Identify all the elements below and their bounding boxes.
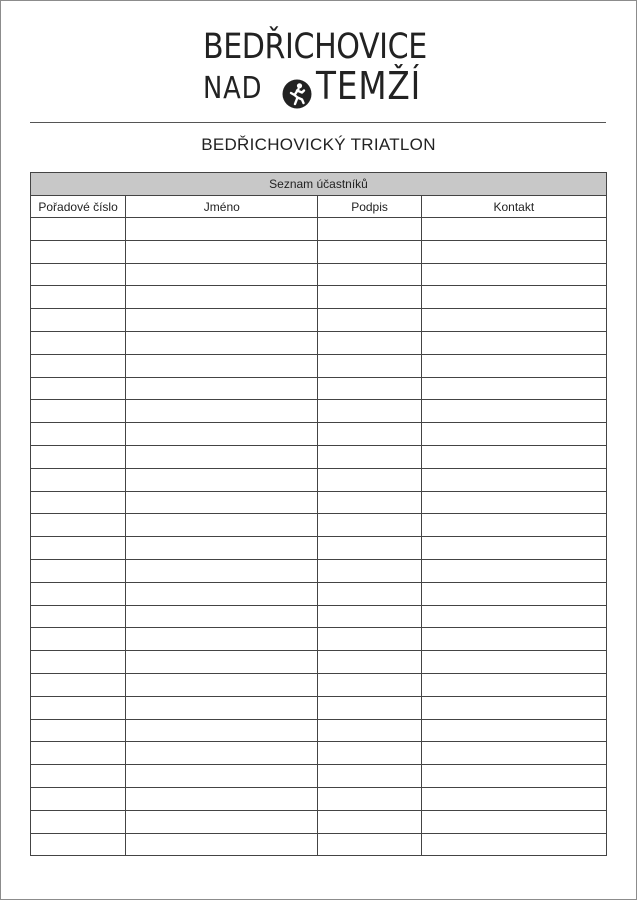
cell-signature [318, 559, 421, 582]
cell-contact [421, 263, 606, 286]
cell-order-number [31, 651, 126, 674]
table-row [31, 742, 607, 765]
cell-order-number [31, 833, 126, 856]
cell-name [126, 787, 318, 810]
cell-signature [318, 445, 421, 468]
cell-contact [421, 377, 606, 400]
cell-signature [318, 833, 421, 856]
cell-name [126, 628, 318, 651]
cell-contact [421, 400, 606, 423]
cell-name [126, 559, 318, 582]
cell-order-number [31, 331, 126, 354]
header-divider [30, 122, 606, 123]
table-row [31, 559, 607, 582]
cell-name [126, 810, 318, 833]
table-row [31, 810, 607, 833]
table-row [31, 286, 607, 309]
cell-contact [421, 673, 606, 696]
cell-contact [421, 719, 606, 742]
cell-name [126, 719, 318, 742]
table-row [31, 719, 607, 742]
cell-signature [318, 218, 421, 241]
cell-signature [318, 787, 421, 810]
cell-order-number [31, 537, 126, 560]
cell-order-number [31, 309, 126, 332]
cell-name [126, 423, 318, 446]
cell-contact [421, 787, 606, 810]
table-row [31, 423, 607, 446]
cell-name [126, 742, 318, 765]
cell-signature [318, 765, 421, 788]
cell-signature [318, 742, 421, 765]
table-row [31, 263, 607, 286]
table-row [31, 787, 607, 810]
cell-name [126, 833, 318, 856]
cell-signature [318, 377, 421, 400]
cell-order-number [31, 673, 126, 696]
table-row [31, 491, 607, 514]
cell-contact [421, 423, 606, 446]
table-row [31, 309, 607, 332]
cell-order-number [31, 445, 126, 468]
cell-order-number [31, 765, 126, 788]
cell-name [126, 331, 318, 354]
cell-order-number [31, 468, 126, 491]
cell-contact [421, 742, 606, 765]
cell-contact [421, 354, 606, 377]
cell-name [126, 309, 318, 332]
logo-text-bedrichovice: BEDŘICHOVICE [203, 27, 427, 67]
table-row [31, 445, 607, 468]
participant-table [30, 172, 607, 856]
table-row [31, 400, 607, 423]
table-row [31, 354, 607, 377]
table-row [31, 605, 607, 628]
cell-order-number [31, 218, 126, 241]
cell-signature [318, 468, 421, 491]
cell-name [126, 696, 318, 719]
cell-contact [421, 240, 606, 263]
table-row [31, 673, 607, 696]
cell-signature [318, 400, 421, 423]
logo-text-temzi: TEMŽÍ [316, 64, 422, 108]
cell-contact [421, 537, 606, 560]
cell-name [126, 673, 318, 696]
table-row [31, 514, 607, 537]
cell-order-number [31, 286, 126, 309]
participant-table-body [31, 218, 607, 856]
event-logo [200, 27, 440, 115]
cell-contact [421, 286, 606, 309]
running-person-icon [282, 79, 312, 109]
cell-name [126, 468, 318, 491]
cell-name [126, 537, 318, 560]
cell-name [126, 765, 318, 788]
cell-order-number [31, 628, 126, 651]
cell-order-number [31, 377, 126, 400]
cell-order-number [31, 582, 126, 605]
cell-name [126, 651, 318, 674]
cell-contact [421, 514, 606, 537]
cell-name [126, 605, 318, 628]
cell-signature [318, 673, 421, 696]
cell-name [126, 377, 318, 400]
cell-name [126, 445, 318, 468]
table-row [31, 628, 607, 651]
cell-name [126, 286, 318, 309]
cell-name [126, 514, 318, 537]
table-row [31, 218, 607, 241]
cell-contact [421, 810, 606, 833]
cell-name [126, 354, 318, 377]
cell-signature [318, 605, 421, 628]
cell-signature [318, 263, 421, 286]
cell-signature [318, 309, 421, 332]
cell-signature [318, 286, 421, 309]
cell-order-number [31, 719, 126, 742]
table-row [31, 765, 607, 788]
table-row [31, 833, 607, 856]
table-row [31, 537, 607, 560]
table-row [31, 331, 607, 354]
cell-contact [421, 833, 606, 856]
cell-order-number [31, 605, 126, 628]
cell-signature [318, 628, 421, 651]
cell-contact [421, 605, 606, 628]
table-row [31, 696, 607, 719]
cell-signature [318, 354, 421, 377]
cell-name [126, 263, 318, 286]
table-row [31, 377, 607, 400]
cell-signature [318, 719, 421, 742]
cell-signature [318, 696, 421, 719]
cell-contact [421, 468, 606, 491]
cell-signature [318, 491, 421, 514]
cell-contact [421, 696, 606, 719]
cell-order-number [31, 263, 126, 286]
cell-order-number [31, 354, 126, 377]
cell-order-number [31, 742, 126, 765]
cell-name [126, 400, 318, 423]
cell-signature [318, 240, 421, 263]
cell-order-number [31, 240, 126, 263]
cell-signature [318, 514, 421, 537]
cell-order-number [31, 559, 126, 582]
table-row [31, 240, 607, 263]
column-header-contact: Kontakt [421, 196, 606, 218]
cell-contact [421, 218, 606, 241]
cell-contact [421, 582, 606, 605]
cell-order-number [31, 696, 126, 719]
cell-name [126, 491, 318, 514]
cell-signature [318, 582, 421, 605]
table-caption: Seznam účastníků [31, 173, 607, 196]
cell-signature [318, 537, 421, 560]
cell-signature [318, 331, 421, 354]
cell-order-number [31, 400, 126, 423]
cell-order-number [31, 514, 126, 537]
cell-contact [421, 491, 606, 514]
cell-order-number [31, 810, 126, 833]
cell-contact [421, 651, 606, 674]
cell-contact [421, 309, 606, 332]
cell-contact [421, 559, 606, 582]
cell-signature [318, 810, 421, 833]
cell-signature [318, 651, 421, 674]
cell-contact [421, 445, 606, 468]
table-row [31, 468, 607, 491]
cell-contact [421, 628, 606, 651]
cell-contact [421, 765, 606, 788]
cell-name [126, 218, 318, 241]
table-row [31, 582, 607, 605]
cell-signature [318, 423, 421, 446]
table-row [31, 651, 607, 674]
cell-order-number [31, 423, 126, 446]
document-title: BEDŘICHOVICKÝ TRIATLON [201, 135, 436, 154]
cell-contact [421, 331, 606, 354]
column-header-signature: Podpis [318, 196, 421, 218]
column-header-order-number: Pořadové číslo [31, 196, 126, 218]
cell-order-number [31, 491, 126, 514]
cell-name [126, 582, 318, 605]
cell-name [126, 240, 318, 263]
column-header-name: Jméno [126, 196, 318, 218]
logo-text-nad: NAD [203, 71, 263, 106]
cell-order-number [31, 787, 126, 810]
